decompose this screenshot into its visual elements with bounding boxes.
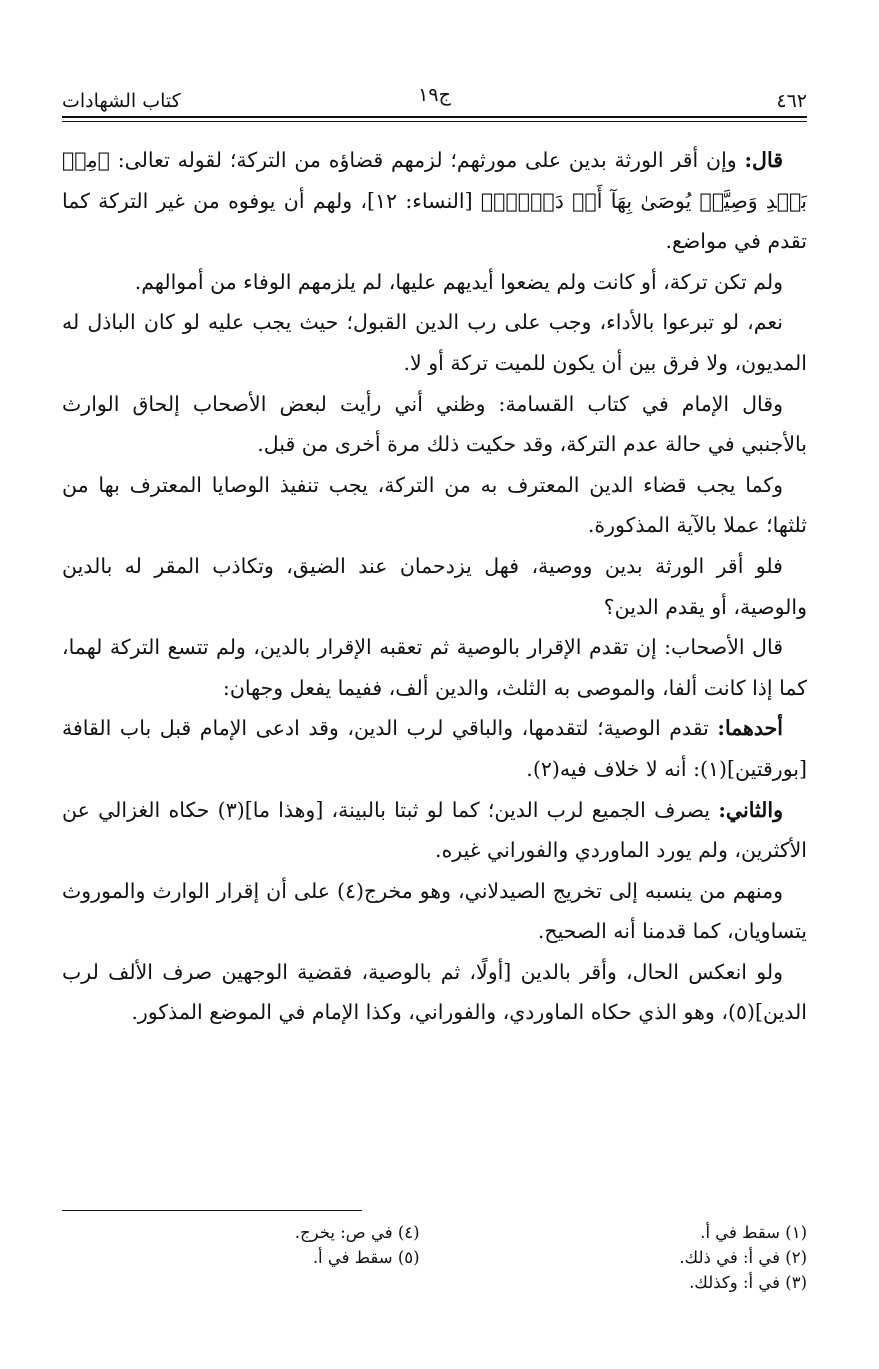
paragraph [62,708,807,789]
footnotes-left-column [62,1220,420,1295]
page-number: ٤٦٢ [776,90,807,112]
paragraph [62,384,807,465]
paragraph [62,302,807,383]
paragraph-text: نعم، لو تبرعوا بالأداء، وجب على رب الدين القبول؛ حيث يجب عليه لو كان الباذل له المديون، ولا فرق بين أن يكون للميت تركة أو لا. [62,310,807,375]
paragraph-text: فلو أقر الورثة بدين ووصية، فهل يزدحمان عند الضيق، وتكاذب المقر له بالدين والوصية، أو يقدم الدين؟ [62,553,807,619]
paragraph-text: تقدم الوصية؛ لتقدمها، والباقي لرب الدين، وقد ادعى الإمام قبل باب القافة [بورقتين](١): أنه لا خلاف فيه(٢). [62,716,807,781]
footnotes [62,1220,807,1295]
footnotes-right-column [420,1220,807,1295]
paragraph [62,262,807,303]
paragraph [62,140,807,262]
paragraph-text: وقال الإمام في كتاب القسامة: وظني أني رأيت لبعض الأصحاب إلحاق الوارث بالأجنبي في حالة عدم التركة، وقد حكيت ذلك مرة أخرى من قبل. [62,391,807,457]
footnote: (٢) في أ: في ذلك. [679,1248,807,1267]
page [62,78,807,1033]
footnote: (١) سقط في أ. [700,1223,807,1242]
paragraph [62,790,807,871]
footnote-rule [62,1210,362,1211]
paragraph-lead: قال: [744,148,783,172]
footnote: (٤) في ص: يخرج. [294,1223,420,1242]
paragraph-text: قال الأصحاب: إن تقدم الإقرار بالوصية ثم تعقبه الإقرار بالدين، ولم تتسع التركة لهما، كما إذا كانت ألفا، والموصى به الثلث، والدين ألف، ففيما يفعل وجهان: [62,635,807,700]
header-rule [62,116,807,122]
paragraph [62,627,807,708]
paragraph [62,465,807,546]
paragraph-text: وإن أقر الورثة بدين على مورثهم؛ لزمهم قضاؤه من التركة؛ لقوله تعالى: ﴿مِنۢ بَعۡدِ وَصِيَّةٖ يُوصَىٰ بِهَآ أَوۡ دَيۡنٍۗ﴾ [النساء: ١٢]، ولهم أن يوفوه من غير التركة كما تقدم في مواضع. [62,148,808,254]
paragraph [62,871,807,952]
paragraph-text: ولو انعكس الحال، وأقر بالدين [أولًا، ثم بالوصية، فقضية الوجهين صرف الألف لرب الدين](٥)، وهو الذي حكاه الماوردي، والفوراني، وكذا الإمام في الموضع المذكور. [62,959,807,1025]
main-text [62,140,807,1033]
paragraph-text: يصرف الجميع لرب الدين؛ كما لو ثبتا بالبينة، [وهذا ما](٣) حكاه الغزالي عن الأكثرين، ولم يورد الماوردي والفوراني غيره. [62,797,807,863]
paragraph-lead: أحدهما: [717,716,783,741]
paragraph-text: ولم تكن تركة، أو كانت ولم يضعوا أيديهم عليها، لم يلزمهم الوفاء من أموالهم. [134,269,783,294]
footnote: (٥) سقط في أ. [312,1248,420,1267]
volume-number: ج١٩ [418,84,451,106]
paragraph [62,952,807,1033]
paragraph [62,546,807,627]
paragraph-text: وكما يجب قضاء الدين المعترف به من التركة، يجب تنفيذ الوصايا المعترف بها من ثلثها؛ عملا بالآية المذكورة. [62,472,807,538]
book-title: كتاب الشهادات [62,90,181,112]
footnote: (٣) في أ: وكذلك. [689,1273,807,1292]
paragraph-text: ومنهم من ينسبه إلى تخريج الصيدلاني، وهو مخرج(٤) على أن إقرار الوارث والموروث يتساويان، كما قدمنا أنه الصحيح. [62,878,807,944]
paragraph-lead: والثاني: [718,797,783,822]
running-header [62,78,807,112]
